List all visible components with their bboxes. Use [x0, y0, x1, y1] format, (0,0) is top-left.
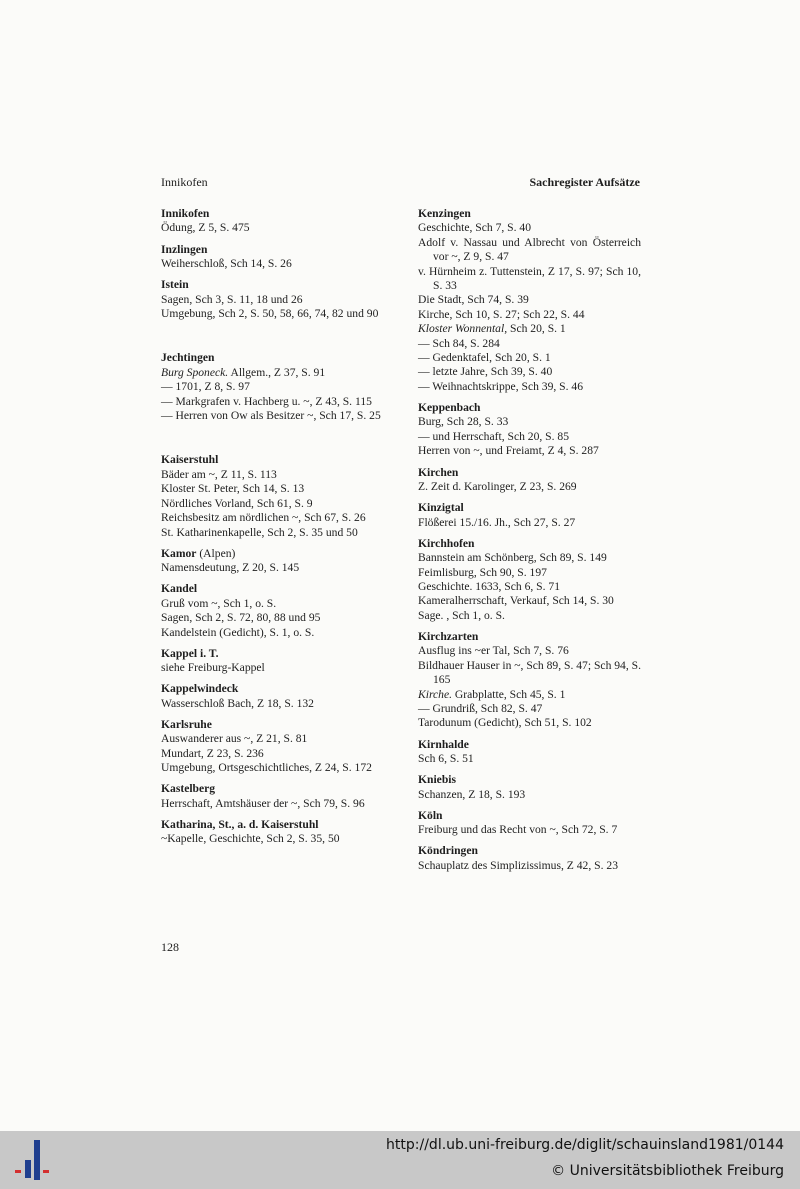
index-entry-heading-text: Kinzigtal — [418, 501, 464, 515]
index-subentry: Mundart, Z 23, S. 236 — [161, 746, 264, 760]
index-subentry: Z. Zeit d. Karolinger, Z 23, S. 269 — [418, 479, 577, 493]
copyright-notice: © Universitätsbibliothek Freiburg — [551, 1163, 784, 1179]
index-subentry: — 1701, Z 8, S. 97 — [161, 380, 250, 394]
index-entry-heading — [161, 818, 384, 832]
index-entry-heading-text: Kappel i. T. — [161, 646, 219, 660]
index-subentry: Kandelstein (Gedicht), S. 1, o. S. — [161, 625, 315, 639]
index-entry-heading — [161, 351, 384, 365]
index-subentry: Reichsbesitz am nördlichen ~, Sch 67, S. 26 — [161, 511, 366, 525]
index-entry-heading — [161, 782, 384, 796]
index-subentry: Sage. , Sch 1, o. S. — [418, 608, 505, 622]
index-subentry: Flößerei 15./16. Jh., Sch 27, S. 27 — [418, 515, 576, 529]
index-subentry-text: Sch 20, S. 1 — [507, 322, 566, 336]
index-entry-heading-text: Kamor — [161, 546, 197, 560]
index-entry-heading-text: Istein — [161, 278, 189, 292]
index-subentry — [418, 688, 641, 702]
index-subentry: Kirche, Sch 10, S. 27; Sch 22, S. 44 — [418, 307, 585, 321]
index-subentry: ~Kapelle, Geschichte, Sch 2, S. 35, 50 — [161, 832, 340, 846]
index-subentry: Sagen, Sch 3, S. 11, 18 und 26 — [161, 292, 303, 306]
index-subentry: — letzte Jahre, Sch 39, S. 40 — [418, 365, 553, 379]
index-subentry: Adolf v. Nassau und Albrecht von Österreich vor ~, Z 9, S. 47 — [418, 235, 641, 264]
index-entry-heading — [418, 466, 641, 480]
index-subentry: Herrschaft, Amtshäuser der ~, Sch 79, S. 96 — [161, 796, 365, 810]
page-number: 128 — [161, 940, 179, 954]
index-entry-heading — [161, 682, 384, 696]
index-entry-heading-suffix: (Alpen) — [196, 546, 236, 560]
index-subentry: Weiherschloß, Sch 14, S. 26 — [161, 257, 292, 271]
index-entry — [418, 466, 641, 495]
index-subentry: Namensdeutung, Z 20, S. 145 — [161, 561, 300, 575]
index-entry-heading — [161, 278, 384, 292]
index-subentry: Herren von ~, und Freiamt, Z 4, S. 287 — [418, 444, 599, 458]
index-entry-heading — [418, 844, 641, 858]
index-subentry: Bannstein am Schönberg, Sch 89, S. 149 — [418, 551, 607, 565]
index-entry-heading-text: Kaiserstuhl — [161, 453, 219, 467]
ub-freiburg-logo-icon — [12, 1138, 52, 1182]
index-entry-heading — [418, 773, 641, 787]
index-entry-heading-text: Katharina, St., a. d. Kaiserstuhl — [161, 817, 319, 831]
index-subentry: — Sch 84, S. 284 — [418, 336, 500, 350]
running-header-right: Sachregister Aufsätze — [529, 175, 640, 189]
index-entry-heading-text: Jechtingen — [161, 351, 215, 365]
index-entry-heading — [161, 243, 384, 257]
index-entry — [418, 401, 641, 459]
index-subentry: Bäder am ~, Z 11, S. 113 — [161, 467, 277, 481]
index-entry-heading — [418, 401, 641, 415]
index-entry-heading-text: Kniebis — [418, 773, 457, 787]
index-entry-heading-text: Keppenbach — [418, 401, 481, 415]
index-entry-heading — [418, 738, 641, 752]
index-entry — [161, 782, 384, 811]
index-column-left — [161, 207, 384, 854]
index-subentry: Kameralherrschaft, Verkauf, Sch 14, S. 30 — [418, 594, 614, 608]
index-subentry: — Gedenktafel, Sch 20, S. 1 — [418, 351, 551, 365]
source-url[interactable]: http://dl.ub.uni-freiburg.de/diglit/schauinsland1981/0144 — [386, 1137, 784, 1153]
index-entry-heading — [418, 501, 641, 515]
index-entry-heading — [418, 630, 641, 644]
index-column-right — [418, 207, 641, 880]
index-entry-heading — [161, 582, 384, 596]
index-subentry: Schauplatz des Simplizissimus, Z 42, S. 23 — [418, 858, 618, 872]
index-entry — [161, 207, 384, 236]
index-entry — [418, 501, 641, 530]
index-subentry: Ödung, Z 5, S. 475 — [161, 221, 250, 235]
index-entry — [161, 647, 384, 676]
index-subentry: Sagen, Sch 2, S. 72, 80, 88 und 95 — [161, 611, 321, 625]
index-subentry: — Herren von Ow als Besitzer ~, Sch 17, S. 25 — [161, 409, 381, 423]
index-entry — [161, 351, 384, 423]
index-subentry: Wasserschloß Bach, Z 18, S. 132 — [161, 696, 314, 710]
index-subentry: St. Katharinenkapelle, Sch 2, S. 35 und 50 — [161, 525, 358, 539]
index-subentry: Tarodunum (Gedicht), Sch 51, S. 102 — [418, 716, 592, 730]
index-entry — [161, 682, 384, 711]
index-subentry: siehe Freiburg-Kappel — [161, 661, 265, 675]
index-entry — [161, 547, 384, 576]
index-entry-heading-text: Kirchhofen — [418, 536, 475, 550]
index-entry-heading-text: Karlsruhe — [161, 717, 212, 731]
index-entry-heading — [161, 647, 384, 661]
index-entry — [418, 738, 641, 767]
index-entry-heading — [161, 547, 384, 561]
index-subentry: Geschichte, Sch 7, S. 40 — [418, 221, 532, 235]
index-subentry: Ausflug ins ~er Tal, Sch 7, S. 76 — [418, 644, 569, 658]
index-subentry: Geschichte. 1633, Sch 6, S. 71 — [418, 579, 561, 593]
index-entry-heading-text: Inzlingen — [161, 242, 208, 256]
index-subentry: Kloster St. Peter, Sch 14, S. 13 — [161, 482, 305, 496]
index-entry-heading-text: Kastelberg — [161, 782, 216, 796]
footer-bar — [0, 1131, 800, 1189]
index-subentry-italic: Kirche. — [418, 687, 453, 701]
index-entry — [161, 818, 384, 847]
index-subentry: Feimlisburg, Sch 90, S. 197 — [418, 565, 547, 579]
index-entry — [418, 630, 641, 731]
index-subentry — [418, 322, 641, 336]
index-subentry: v. Hürnheim z. Tuttenstein, Z 17, S. 97; Sch 10, S. 33 — [418, 264, 641, 293]
index-entry — [418, 207, 641, 394]
index-subentry: — und Herrschaft, Sch 20, S. 85 — [418, 429, 570, 443]
index-subentry: Auswanderer aus ~, Z 21, S. 81 — [161, 732, 308, 746]
index-entry-heading — [418, 537, 641, 551]
index-subentry-text: Allgem., Z 37, S. 91 — [228, 365, 326, 379]
index-subentry: Umgebung, Ortsgeschichtliches, Z 24, S. 172 — [161, 761, 372, 775]
index-entry-heading-text: Kandel — [161, 582, 198, 596]
index-entry-heading-text: Köndringen — [418, 844, 478, 858]
index-entry — [161, 453, 384, 539]
index-entry — [418, 844, 641, 873]
index-subentry-italic: Kloster Wonnental, — [418, 322, 508, 336]
index-entry-heading — [418, 809, 641, 823]
index-entry-heading-text: Kirnhalde — [418, 737, 469, 751]
index-subentry: Freiburg und das Recht von ~, Sch 72, S. 7 — [418, 823, 618, 837]
index-entry — [418, 809, 641, 838]
index-entry-heading — [161, 207, 384, 221]
index-subentry-italic: Burg Sponeck. — [161, 365, 229, 379]
index-entry — [161, 582, 384, 640]
index-entry — [161, 243, 384, 272]
index-subentry: Sch 6, S. 51 — [418, 752, 474, 765]
index-entry — [161, 718, 384, 776]
running-header-left: Innikofen — [161, 175, 208, 189]
index-subentry — [161, 366, 384, 380]
index-subentry-text: Grabplatte, Sch 45, S. 1 — [452, 687, 566, 701]
index-subentry: Nördliches Vorland, Sch 61, S. 9 — [161, 496, 313, 510]
index-subentry: Gruß vom ~, Sch 1, o. S. — [161, 596, 277, 610]
index-subentry: — Markgrafen v. Hachberg u. ~, Z 43, S. 115 — [161, 394, 372, 408]
index-subentry: Burg, Sch 28, S. 33 — [418, 415, 509, 429]
index-subentry: Schanzen, Z 18, S. 193 — [418, 787, 526, 801]
index-entry-heading — [418, 207, 641, 221]
index-entry-heading-text: Kappelwindeck — [161, 682, 239, 696]
index-entry — [161, 278, 384, 321]
index-entry-heading-text: Köln — [418, 808, 443, 822]
index-subentry: Umgebung, Sch 2, S. 50, 58, 66, 74, 82 und 90 — [161, 307, 379, 321]
index-entry-heading-text: Kirchen — [418, 465, 459, 479]
index-subentry: — Weihnachtskrippe, Sch 39, S. 46 — [418, 379, 584, 393]
index-subentry: Die Stadt, Sch 74, S. 39 — [418, 293, 529, 307]
index-entry-heading-text: Kenzingen — [418, 207, 471, 220]
index-entry — [418, 537, 641, 623]
index-entry-heading-text: Innikofen — [161, 207, 210, 220]
index-subentry: — Grundriß, Sch 82, S. 47 — [418, 701, 543, 715]
index-subentry: Bildhauer Hauser in ~, Sch 89, S. 47; Sch 94, S. 165 — [418, 658, 641, 687]
index-entry — [418, 773, 641, 802]
index-entry-heading — [161, 718, 384, 732]
index-entry-heading-text: Kirchzarten — [418, 629, 479, 643]
index-entry-heading — [161, 453, 384, 467]
